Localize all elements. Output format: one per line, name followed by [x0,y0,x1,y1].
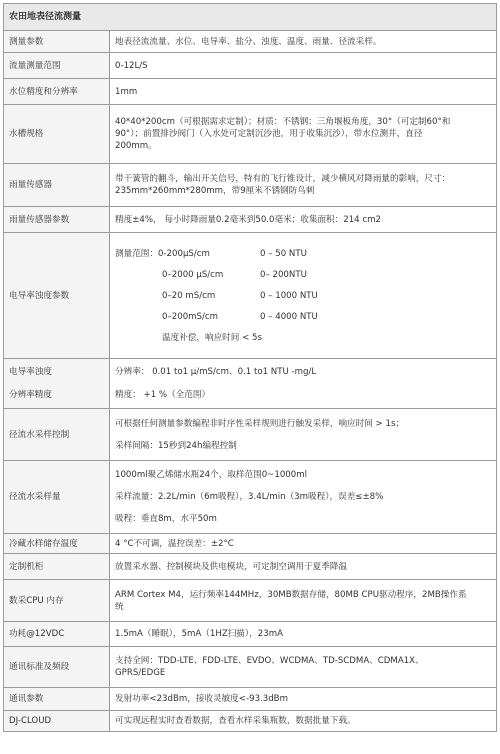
value-line: 1000ml聚乙烯储水瓶24个，取样范围0~1000ml [115,470,307,480]
value-line: 200mm。 [115,141,157,151]
table-row [4,31,497,53]
row-label: 水位精度和分辨率 [4,79,110,105]
table-row [4,79,497,105]
row-value: 发射功率<23dBm，接收灵敏度<-93.3dBm [110,688,497,711]
table-row [4,647,497,688]
value-line: ARM Cortex M4，运行频率144MHz，30MB数据存储，80MB CPU驱动程序，2MB操作系 [115,589,467,600]
row-value: 地表径流流量、水位、电导率、盐分、浊度、温度、雨量、径流采样。 [110,31,497,53]
turbidity-range: 0– 200NTU [260,269,307,280]
row-value [110,164,497,207]
range-line [115,243,491,264]
row-label: 电导率浊度参数 [4,233,110,359]
row-label: 径流水采样控制 [4,409,110,461]
table-row [4,409,497,461]
row-label: 冷藏水样储存温度 [4,534,110,554]
turbidity-range: 0 – 50 NTU [260,248,307,259]
table-row [4,622,497,647]
value-line: 235mm*260mm*280mm，带9厘米不锈钢防鸟刺 [115,186,315,196]
row-label: DJ-CLOUD [4,711,110,732]
row-value: 可实现远程实时查看数据，查看水样采集瓶数，数据批量下载。 [110,711,497,732]
value-line: 90°）；前置排沙阀门（入水处可定制沉沙池，用于收集沉沙），带水位测井，直径 [115,129,423,139]
value-line: 支持全网：TDD-LTE、FDD-LTE、EVDO、WCDMA、TD-SCDMA、CDMA1X、 [115,656,424,666]
value-line: 采样流量：2.2L/min（6m吸程），3.4L/min（3m吸程），误差≤±8% [115,492,384,502]
range-line [115,306,491,327]
table-row [4,711,497,732]
row-value [110,580,497,622]
conductivity-range: 0–200mS/cm [162,311,218,322]
spec-table [3,3,497,732]
table-row [4,554,497,580]
table-row [4,207,497,233]
row-value: 4 °C不可调，温控误差：±2°C [110,534,497,554]
compensation-note: 温度补偿，响应时间 < 5s [162,332,262,343]
conductivity-range: 0–20 mS/cm [162,290,216,301]
turbidity-range: 0 – 4000 NTU [260,311,318,322]
table-row [4,461,497,534]
conductivity-range: 0–2000 µS/cm [162,269,224,280]
row-value [110,409,497,461]
label-line: 分辨率精度 [9,389,52,400]
row-value: 1mm [110,79,497,105]
table-row [4,233,497,359]
table-title-row [4,4,497,31]
value-line: GPRS/EDGE [115,668,166,678]
value-line: 可根据任何测量参数编程非时序性采样规则进行触发采样，响应时间 > 1s； [115,418,405,429]
row-value: 1.5mA（睡眠），5mA（1HZ扫描），23mA [110,622,497,647]
conductivity-range: 测量范围：0-200µS/cm [115,248,210,259]
row-label: 水槽规格 [4,105,110,164]
row-label: 测量参数 [4,31,110,53]
table-row [4,164,497,207]
row-value: 精度±4%， 每小时降雨量0.2毫米到50.0毫米；收集面积：214 cm2 [110,207,497,233]
value-line: 吸程：垂直8m，水平50m [115,514,217,524]
row-value [110,647,497,688]
range-line [115,285,491,306]
range-line [115,327,491,348]
value-line: 40*40*200cm（可根据需求定制）；材质：不锈钢；三角堰板角度，30°（可定制60°和 [115,117,451,127]
label-line: 电导率浊度 [9,366,52,377]
row-label: 通讯标准及频段 [4,647,110,688]
row-label: 流量测量范围 [4,53,110,79]
row-value [110,105,497,164]
value-line: 采样间隔：15秒到24h编程控制 [115,440,237,451]
value-line: 分辨率： 0.01 to1 µ/mS/cm、0.1 to1 NTU -mg/L [115,366,317,377]
row-label: 径流水采样量 [4,461,110,534]
row-label: 雨量传感器 [4,164,110,207]
table-row [4,105,497,164]
table-title: 农田地表径流测量 [4,4,497,31]
row-label: 雨量传感器参数 [4,207,110,233]
value-line: 精度： +1 %（全范围） [115,389,211,400]
row-value: 放置采水器、控制模块及供电模块，可定制空调用于夏季降温 [110,554,497,580]
row-value [110,233,497,359]
table-row [4,688,497,711]
row-label: 数采CPU 内存 [4,580,110,622]
row-value [110,461,497,534]
row-label: 定制机柜 [4,554,110,580]
row-value: 0-12L/S [110,53,497,79]
table-row [4,359,497,409]
row-label: 功耗@12VDC [4,622,110,647]
row-value [110,359,497,409]
table-row [4,580,497,622]
value-line: 带干簧管的翻斗，输出开关信号，特有的飞行锥设计，减少横风对降雨量的影响，尺寸： [115,174,451,184]
row-label: 通讯参数 [4,688,110,711]
turbidity-range: 0 – 1000 NTU [260,290,318,301]
table-row [4,534,497,554]
value-line: 统 [115,601,124,612]
table-row [4,53,497,79]
row-label [4,359,110,409]
range-line [115,264,491,285]
